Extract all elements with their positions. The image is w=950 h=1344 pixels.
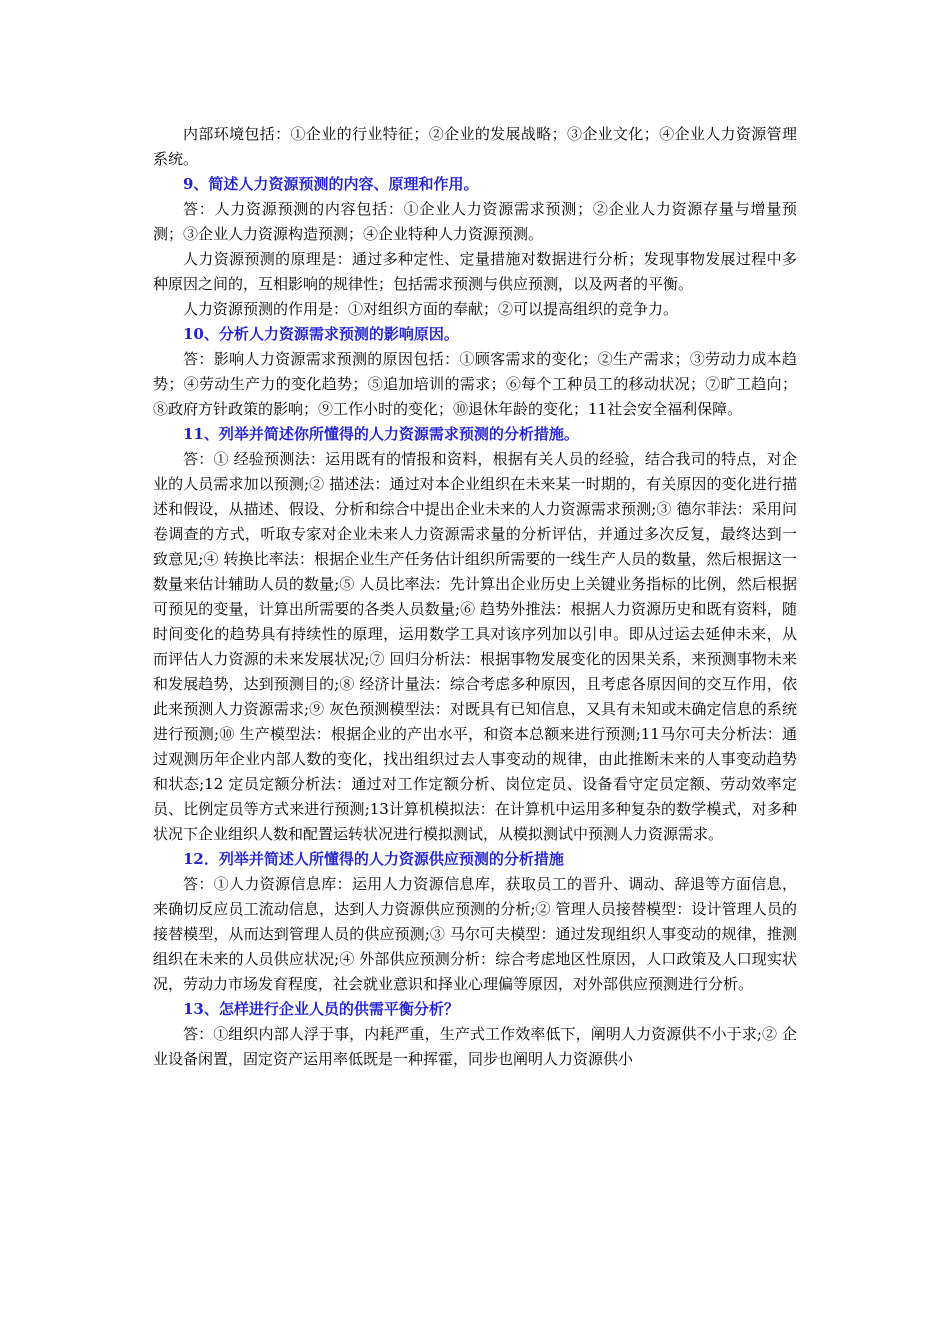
answer-9-function: 人力资源预测的作用是：①对组织方面的奉献；②可以提高组织的竞争力。 bbox=[183, 300, 679, 318]
answer-11: 答：① 经验预测法：运用既有的情报和资料，根据有关人员的经验，结合我司的特点，对企业的人员需求加以预测;② 描述法：通过对本企业组织在未来某一时期的，有关原因的变化进行描述和假设，从描述、假设、分析和综合中提出企业未来的人力资源需求预测;③ 德尔菲法：采用问卷调查的方式，听取专家对企业未来人力资源需求量的分析评估，并通过多次反复，最终达到一致意见;④ 转换比率法：根据企业生产任务估计组织所需要的一线生产人员的数量，然后根据这一数量来估计辅助人员的数量;⑤ 人员比率法：先计算出企业历史上关键业务指标的比例，然后根据可预见的变量，计算出所需要的各类人员数量;⑥ 趋势外推法：根据人力资源历史和既有资料，随时间变化的趋势具有持续性的原理，运用数学工具对该序列加以引申。即从过运去延伸未来，从而评估人力资源的未来发展状况;⑦ 回归分析法：根据事物发展变化的因果关系，来预测事物未来和发展趋势，达到预测目的;⑧ 经济计量法：综合考虑多种原因，且考虑各原因间的交互作用，依此来预测人力资源需求;⑨ 灰色预测模型法：对既具有已知信息，又具有未知或未确定信息的系统进行预测;⑩ 生产模型法：根据企业的产出水平，和资本总额来进行预测;11马尔可夫分析法：通过观测历年企业内部人数的变化，找出组织过去人事变动的规律，由此推断未来的人事变动趋势和状态;12 定员定额分析法：通过对工作定额分析、岗位定员、设备看守定员定额、劳动效率定员、比例定员等方式来进行预测;13计算机模拟法：在计算机中运用多种复杂的数学模式，对多种状况下企业组织人数和配置运转状况进行模拟测试，从模拟测试中预测人力资源需求。 bbox=[153, 450, 797, 843]
question-heading-10: 10、分析人力资源需求预测的影响原因。 bbox=[183, 325, 459, 343]
question-heading-13: 13、怎样进行企业人员的供需平衡分析？ bbox=[183, 1000, 459, 1018]
answer-10: 答：影响人力资源需求预测的原因包括：①顾客需求的变化；②生产需求；③劳动力成本趋势；④劳动生产力的变化趋势；⑤追加培训的需求；⑥每个工种员工的移动状况；⑦旷工趋向；⑧政府方针政策的影响；⑨工作小时的变化；⑩退休年龄的变化；11社会安全福利保障。 bbox=[153, 350, 797, 418]
paragraph-internal-environment: 内部环境包括：①企业的行业特征；②企业的发展战略；③企业文化；④企业人力资源管理系统。 bbox=[153, 125, 797, 168]
answer-9-principle: 人力资源预测的原理是：通过多种定性、定量措施对数据进行分析；发现事物发展过程中多种原因之间的，互相影响的规律性；包括需求预测与供应预测，以及两者的平衡。 bbox=[153, 250, 797, 293]
answer-12: 答：①人力资源信息库：运用人力资源信息库，获取员工的晋升、调动、辞退等方面信息，来确切反应员工流动信息，达到人力资源供应预测的分析;② 管理人员接替模型：设计管理人员的接替模型，从而达到管理人员的供应预测;③ 马尔可夫模型：通过发现组织人事变动的规律，推测组织在未来的人员供应状况;④ 外部供应预测分析：综合考虑地区性原因，人口政策及人口现实状况，劳动力市场发育程度，社会就业意识和择业心理偏等原因，对外部供应预测进行分析。 bbox=[153, 875, 797, 993]
question-heading-9: 9、简述人力资源预测的内容、原理和作用。 bbox=[183, 175, 479, 193]
answer-9-content: 答：人力资源预测的内容包括：①企业人力资源需求预测；②企业人力资源存量与增量预测；③企业人力资源构造预测；④企业特种人力资源预测。 bbox=[153, 200, 797, 243]
question-heading-12: 12．列举并简述人所懂得的人力资源供应预测的分析措施 bbox=[183, 850, 564, 868]
document-body bbox=[153, 122, 797, 1072]
question-heading-11: 11、列举并简述你所懂得的人力资源需求预测的分析措施。 bbox=[183, 425, 579, 443]
answer-13: 答：①组织内部人浮于事，内耗严重，生产式工作效率低下，阐明人力资源供不小于求;② 企业设备闲置，固定资产运用率低既是一种挥霍，同步也阐明人力资源供小 bbox=[153, 1025, 797, 1068]
